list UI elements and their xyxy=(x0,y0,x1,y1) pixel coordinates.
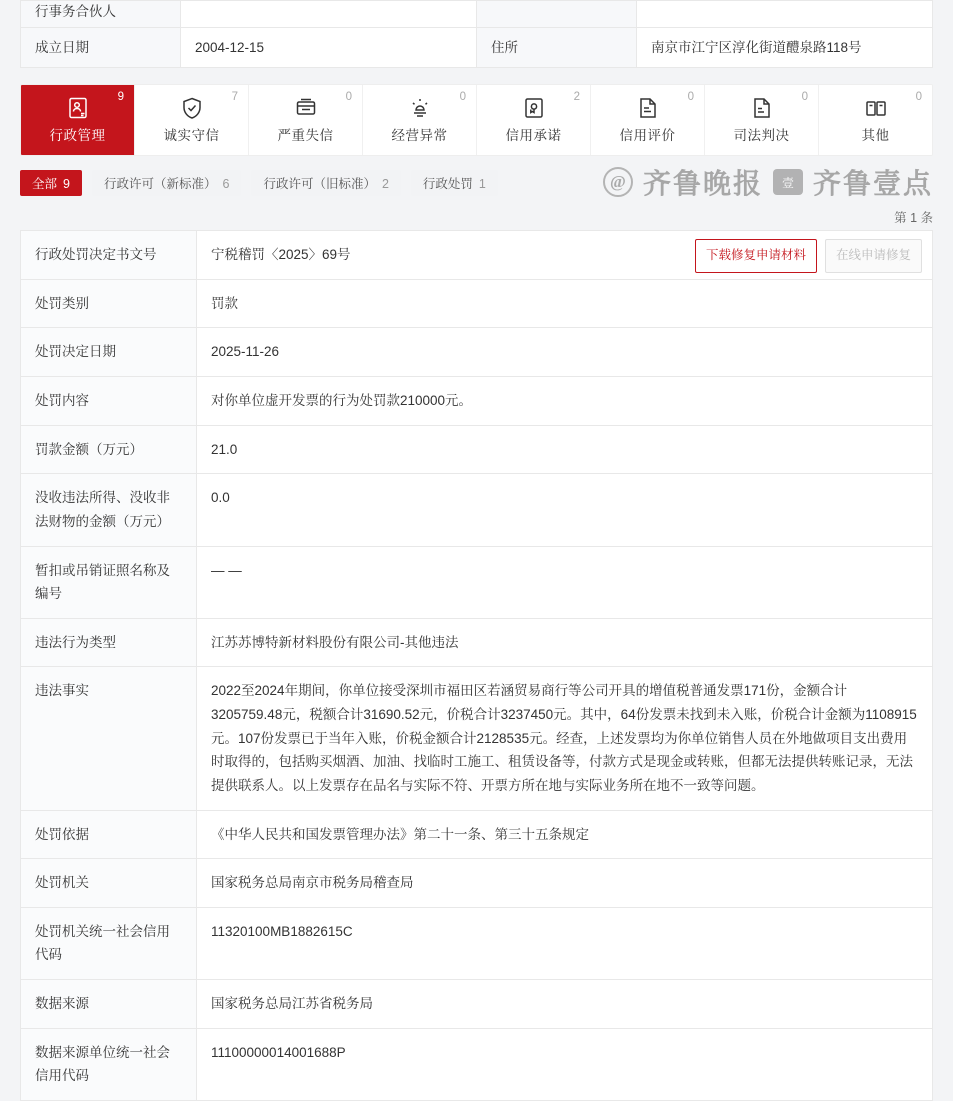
penalty-detail-panel xyxy=(20,230,933,1101)
detail-value-13: 11100000014001688P xyxy=(197,1028,933,1100)
tab-label-6: 司法判决 xyxy=(733,128,790,144)
detail-key-13: 数据来源单位统一社会信用代码 xyxy=(21,1028,197,1100)
chip-count-1: 6 xyxy=(222,177,230,192)
detail-key-3: 处罚内容 xyxy=(21,377,197,426)
table-row xyxy=(21,27,933,68)
detail-value-10: 国家税务总局南京市税务局稽查局 xyxy=(197,859,933,908)
detail-value-11: 11320100MB1882615C xyxy=(197,907,933,979)
alert-icon xyxy=(294,96,318,120)
tab-count-3: 0 xyxy=(459,91,466,104)
chip-label-0: 全部 xyxy=(32,177,58,192)
tab-xinyong-chengnuo[interactable] xyxy=(477,85,591,155)
basic-label-address: 住所 xyxy=(477,27,637,68)
detail-key-12: 数据来源 xyxy=(21,980,197,1029)
rating-icon xyxy=(636,96,660,120)
table-row xyxy=(21,279,933,328)
tab-xingzheng-guanli[interactable] xyxy=(21,85,135,155)
tab-xinyong-pingjia[interactable] xyxy=(591,85,705,155)
record-counter: 第 1 条 xyxy=(894,211,933,226)
tab-count-5: 0 xyxy=(687,91,694,104)
chip-label-1: 行政许可（新标准） xyxy=(103,177,217,192)
tab-count-0: 9 xyxy=(117,91,124,104)
tab-label-7: 其他 xyxy=(861,128,890,144)
chip-count-0: 9 xyxy=(63,177,70,192)
chip-count-2: 2 xyxy=(381,177,389,192)
table-row xyxy=(21,546,933,618)
table-row xyxy=(21,377,933,426)
basic-value-address: 南京市江宁区淳化街道醴泉路118号 xyxy=(637,27,933,68)
certificate-icon xyxy=(522,96,546,120)
tab-count-6: 0 xyxy=(801,91,808,104)
qilu-yidian-text: 齐鲁壹点 xyxy=(812,169,933,201)
tab-label-3: 经营异常 xyxy=(391,128,448,144)
company-basic-table xyxy=(20,0,933,68)
detail-key-9: 处罚依据 xyxy=(21,810,197,859)
download-repair-material-button[interactable]: 下载修复申请材料 xyxy=(695,239,817,273)
category-tabbar xyxy=(20,84,933,156)
detail-key-11: 处罚机关统一社会信用代码 xyxy=(21,907,197,979)
publisher-watermark xyxy=(603,162,933,202)
chip-license-new[interactable] xyxy=(92,170,241,196)
tab-count-1: 7 xyxy=(231,91,238,104)
detail-value-9: 《中华人民共和国发票管理办法》第二十一条、第三十五条规定 xyxy=(197,810,933,859)
tab-jingying-yichang[interactable] xyxy=(363,85,477,155)
detail-value-6: — — xyxy=(197,546,933,618)
detail-key-5: 没收违法所得、没收非法财物的金额（万元） xyxy=(21,474,197,546)
chip-all[interactable] xyxy=(20,170,82,196)
tab-count-4: 2 xyxy=(573,91,580,104)
detail-key-0: 行政处罚决定书文号 xyxy=(21,231,197,280)
tab-sifa-panjue[interactable] xyxy=(705,85,819,155)
admin-icon xyxy=(66,96,90,120)
chip-label-3: 行政处罚 xyxy=(422,177,473,192)
detail-key-7: 违法行为类型 xyxy=(21,618,197,667)
chip-count-3: 1 xyxy=(478,177,486,192)
table-row xyxy=(21,425,933,474)
qilu-wanbao-text: 齐鲁晚报 xyxy=(642,169,763,201)
chip-license-old[interactable] xyxy=(251,170,400,196)
table-row xyxy=(21,667,933,810)
table-row xyxy=(21,231,933,280)
table-row xyxy=(21,980,933,1029)
basic-value-0b xyxy=(637,1,933,28)
detail-value-0 xyxy=(197,231,933,280)
detail-key-8: 违法事实 xyxy=(21,667,197,810)
basic-label-0b xyxy=(477,1,637,28)
qilu-circle-icon: @ xyxy=(603,167,633,197)
tab-count-2: 0 xyxy=(345,91,352,104)
basic-value-0 xyxy=(181,1,477,28)
detail-value-7: 江苏苏博特新材料股份有限公司-其他违法 xyxy=(197,618,933,667)
table-row xyxy=(21,328,933,377)
warning-lamp-icon xyxy=(408,96,432,120)
detail-value-5: 0.0 xyxy=(197,474,933,546)
detail-key-2: 处罚决定日期 xyxy=(21,328,197,377)
chip-penalty[interactable] xyxy=(411,170,498,196)
chip-label-2: 行政许可（旧标准） xyxy=(263,177,376,192)
table-row xyxy=(21,1028,933,1100)
tab-yanzhong-shixin[interactable] xyxy=(249,85,363,155)
shield-icon xyxy=(180,96,204,120)
tab-label-1: 诚实守信 xyxy=(163,128,220,144)
detail-value-text-0: 宁税稽罚〈2025〉69号 xyxy=(211,247,351,263)
detail-key-4: 罚款金额（万元） xyxy=(21,425,197,474)
detail-key-1: 处罚类别 xyxy=(21,279,197,328)
table-row xyxy=(21,810,933,859)
table-row xyxy=(21,474,933,546)
detail-value-1: 罚款 xyxy=(197,279,933,328)
tab-label-2: 严重失信 xyxy=(277,128,334,144)
table-row xyxy=(21,859,933,908)
tab-qita[interactable] xyxy=(819,85,932,155)
tab-label-5: 信用评价 xyxy=(619,128,676,144)
basic-value-found-date: 2004-12-15 xyxy=(181,27,477,68)
detail-value-2: 2025-11-26 xyxy=(197,328,933,377)
qilu-box-icon: 壹 xyxy=(773,169,803,195)
tab-chengshi-shouxin[interactable] xyxy=(135,85,249,155)
table-row xyxy=(21,1,933,28)
basic-label-0: 行事务合伙人 xyxy=(21,1,181,28)
tab-count-7: 0 xyxy=(915,91,922,104)
row-action-group xyxy=(695,239,922,273)
detail-value-8: 2022至2024年期间，你单位接受深圳市福田区若涵贸易商行等公司开具的增值税普通发票171份，金额合计3205759.48元，税额合计31690.52元，价税合计3237450元。其中，64份发票未找到未入账，价税合计金额为1108915元。107份发票已于当年入账，价税金额合计2128535元。经查，上述发票均为你单位销售人员在外地做项目支出费用时取得的，包括购买烟酒、加油、找临时工施工、租赁设备等，付款方式是现金或转账，但都无法提供转账记录，无法提供联系人。以上发票存在品名与实际不符、开票方所在地与实际业务所在地不一致等问题。 xyxy=(197,667,933,810)
penalty-detail-table xyxy=(20,230,933,1101)
judgement-icon xyxy=(750,96,774,120)
table-row xyxy=(21,618,933,667)
tab-label-4: 信用承诺 xyxy=(505,128,562,144)
other-icon xyxy=(864,96,888,120)
detail-value-12: 国家税务总局江苏省税务局 xyxy=(197,980,933,1029)
detail-key-10: 处罚机关 xyxy=(21,859,197,908)
detail-key-6: 暂扣或吊销证照名称及编号 xyxy=(21,546,197,618)
table-row xyxy=(21,907,933,979)
basic-label-found-date: 成立日期 xyxy=(21,27,181,68)
filter-chip-row xyxy=(20,169,933,201)
detail-value-3: 对你单位虚开发票的行为处罚款210000元。 xyxy=(197,377,933,426)
tab-label-0: 行政管理 xyxy=(49,128,106,144)
online-repair-apply-button[interactable]: 在线申请修复 xyxy=(825,239,922,273)
detail-value-4: 21.0 xyxy=(197,425,933,474)
